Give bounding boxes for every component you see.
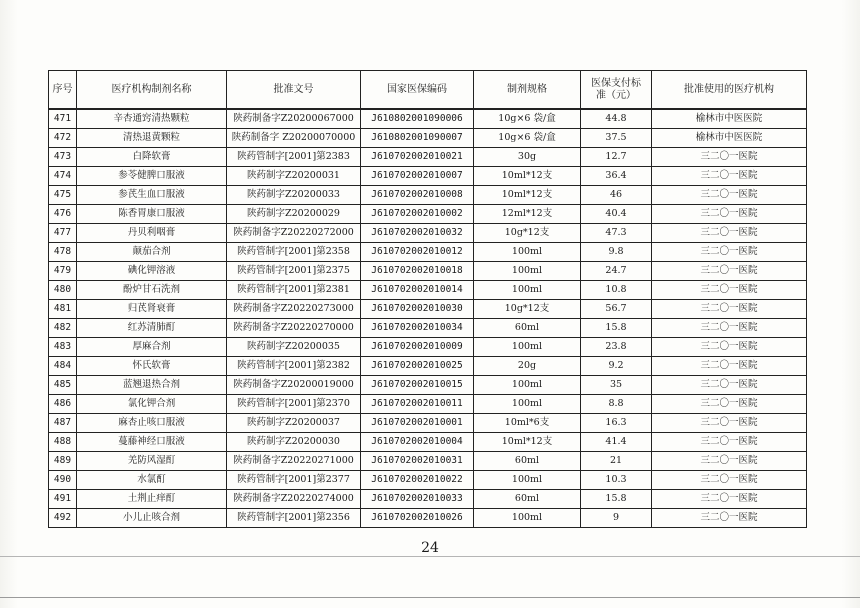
cell-code: J610702002010004 <box>361 433 474 452</box>
cell-name: 颠茄合剂 <box>77 243 227 262</box>
cell-seq: 490 <box>49 471 77 490</box>
preparation-price-table <box>48 70 807 528</box>
cell-name: 怀氏软膏 <box>77 357 227 376</box>
table-row <box>49 224 807 243</box>
cell-code: J610702002010022 <box>361 471 474 490</box>
cell-code: J610702002010002 <box>361 205 474 224</box>
cell-seq: 480 <box>49 281 77 300</box>
cell-price: 9.8 <box>581 243 652 262</box>
cell-seq: 478 <box>49 243 77 262</box>
cell-spec: 10ml*12支 <box>474 186 581 205</box>
cell-spec: 60ml <box>474 319 581 338</box>
table-row <box>49 148 807 167</box>
cell-institution: 榆林市中医医院 <box>652 109 807 129</box>
cell-seq: 487 <box>49 414 77 433</box>
table-row <box>49 338 807 357</box>
table-row <box>49 109 807 129</box>
scan-divider <box>0 556 860 557</box>
cell-spec: 100ml <box>474 509 581 528</box>
table-row <box>49 357 807 376</box>
table-row <box>49 414 807 433</box>
cell-spec: 10ml*12支 <box>474 433 581 452</box>
cell-seq: 486 <box>49 395 77 414</box>
cell-seq: 473 <box>49 148 77 167</box>
cell-price: 23.8 <box>581 338 652 357</box>
cell-spec: 10g*12支 <box>474 224 581 243</box>
cell-approval: 陕药管制字[2001]第2375 <box>227 262 361 281</box>
cell-seq: 483 <box>49 338 77 357</box>
cell-name: 水氯酊 <box>77 471 227 490</box>
cell-institution: 三二〇一医院 <box>652 224 807 243</box>
cell-institution: 榆林市中医医院 <box>652 129 807 148</box>
cell-institution: 三二〇一医院 <box>652 148 807 167</box>
cell-name: 厚麻合剂 <box>77 338 227 357</box>
cell-spec: 60ml <box>474 490 581 509</box>
cell-name: 碘化钾溶液 <box>77 262 227 281</box>
cell-price: 40.4 <box>581 205 652 224</box>
cell-spec: 100ml <box>474 338 581 357</box>
table-row <box>49 281 807 300</box>
cell-name: 红苏清肺酊 <box>77 319 227 338</box>
cell-seq: 474 <box>49 167 77 186</box>
cell-institution: 三二〇一医院 <box>652 376 807 395</box>
cell-name: 蔓藤神经口服液 <box>77 433 227 452</box>
cell-code: J610702002010030 <box>361 300 474 319</box>
cell-code: J610702002010018 <box>361 262 474 281</box>
table-row <box>49 300 807 319</box>
cell-spec: 10ml*12支 <box>474 167 581 186</box>
cell-seq: 475 <box>49 186 77 205</box>
cell-spec: 10g×6 袋/盒 <box>474 129 581 148</box>
cell-approval: 陕药管制字[2001]第2370 <box>227 395 361 414</box>
table-row <box>49 319 807 338</box>
cell-name: 酚炉甘石洗剂 <box>77 281 227 300</box>
cell-price: 8.8 <box>581 395 652 414</box>
cell-price: 35 <box>581 376 652 395</box>
cell-approval: 陕药制备字Z20220273000 <box>227 300 361 319</box>
cell-price: 46 <box>581 186 652 205</box>
cell-code: J610802001090006 <box>361 109 474 129</box>
cell-price: 56.7 <box>581 300 652 319</box>
cell-code: J610702002010032 <box>361 224 474 243</box>
cell-seq: 482 <box>49 319 77 338</box>
cell-seq: 489 <box>49 452 77 471</box>
header-price: 医保支付标准（元） <box>581 71 652 110</box>
cell-code: J610702002010021 <box>361 148 474 167</box>
cell-price: 47.3 <box>581 224 652 243</box>
cell-spec: 100ml <box>474 243 581 262</box>
scan-edge <box>0 597 860 598</box>
cell-institution: 三二〇一医院 <box>652 414 807 433</box>
cell-price: 41.4 <box>581 433 652 452</box>
cell-seq: 488 <box>49 433 77 452</box>
table-row <box>49 129 807 148</box>
cell-name: 土荆止痒酊 <box>77 490 227 509</box>
cell-institution: 三二〇一医院 <box>652 357 807 376</box>
cell-code: J610702002010031 <box>361 452 474 471</box>
cell-seq: 492 <box>49 509 77 528</box>
cell-approval: 陕药制备字Z20220270000 <box>227 319 361 338</box>
cell-approval: 陕药制备字Z20220274000 <box>227 490 361 509</box>
cell-institution: 三二〇一医院 <box>652 452 807 471</box>
cell-approval: 陕药管制字[2001]第2381 <box>227 281 361 300</box>
cell-approval: 陕药管制字[2001]第2382 <box>227 357 361 376</box>
cell-seq: 485 <box>49 376 77 395</box>
table-row <box>49 509 807 528</box>
cell-seq: 479 <box>49 262 77 281</box>
cell-price: 16.3 <box>581 414 652 433</box>
cell-seq: 476 <box>49 205 77 224</box>
cell-code: J610702002010007 <box>361 167 474 186</box>
cell-approval: 陕药制字Z20200035 <box>227 338 361 357</box>
cell-spec: 10g*12支 <box>474 300 581 319</box>
header-code: 国家医保编码 <box>361 71 474 110</box>
cell-seq: 477 <box>49 224 77 243</box>
cell-name: 参芪生血口服液 <box>77 186 227 205</box>
cell-spec: 10ml*6支 <box>474 414 581 433</box>
header-seq: 序号 <box>49 71 77 110</box>
cell-seq: 471 <box>49 109 77 129</box>
table-row <box>49 452 807 471</box>
table-row <box>49 243 807 262</box>
cell-seq: 491 <box>49 490 77 509</box>
cell-spec: 100ml <box>474 281 581 300</box>
cell-seq: 484 <box>49 357 77 376</box>
cell-approval: 陕药制备字 Z20200070000 <box>227 129 361 148</box>
page-number: 24 <box>421 540 439 556</box>
cell-name: 氯化钾合剂 <box>77 395 227 414</box>
cell-approval: 陕药管制字[2001]第2383 <box>227 148 361 167</box>
cell-name: 麻杏止咳口服液 <box>77 414 227 433</box>
cell-institution: 三二〇一医院 <box>652 186 807 205</box>
cell-approval: 陕药制字Z20200030 <box>227 433 361 452</box>
cell-approval: 陕药制字Z20200029 <box>227 205 361 224</box>
cell-spec: 30g <box>474 148 581 167</box>
table-row <box>49 186 807 205</box>
cell-code: J610702002010025 <box>361 357 474 376</box>
cell-price: 9.2 <box>581 357 652 376</box>
cell-price: 44.8 <box>581 109 652 129</box>
cell-seq: 472 <box>49 129 77 148</box>
table-row <box>49 395 807 414</box>
cell-spec: 100ml <box>474 376 581 395</box>
cell-price: 10.8 <box>581 281 652 300</box>
table-row <box>49 376 807 395</box>
cell-name: 丹贝利咽膏 <box>77 224 227 243</box>
cell-seq: 481 <box>49 300 77 319</box>
cell-institution: 三二〇一医院 <box>652 319 807 338</box>
header-approval: 批准文号 <box>227 71 361 110</box>
cell-code: J610702002010033 <box>361 490 474 509</box>
cell-name: 羌防风湿酊 <box>77 452 227 471</box>
cell-price: 15.8 <box>581 490 652 509</box>
cell-name: 陈香胃康口服液 <box>77 205 227 224</box>
cell-price: 37.5 <box>581 129 652 148</box>
cell-spec: 20g <box>474 357 581 376</box>
cell-name: 小儿止咳合剂 <box>77 509 227 528</box>
cell-institution: 三二〇一医院 <box>652 243 807 262</box>
cell-name: 清热退黄颗粒 <box>77 129 227 148</box>
cell-code: J610702002010034 <box>361 319 474 338</box>
header-name: 医疗机构制剂名称 <box>77 71 227 110</box>
cell-price: 36.4 <box>581 167 652 186</box>
cell-approval: 陕药制字Z20200037 <box>227 414 361 433</box>
cell-institution: 三二〇一医院 <box>652 205 807 224</box>
cell-code: J610702002010011 <box>361 395 474 414</box>
cell-code: J610702002010009 <box>361 338 474 357</box>
cell-institution: 三二〇一医院 <box>652 509 807 528</box>
cell-approval: 陕药制备字Z20200067000 <box>227 109 361 129</box>
cell-spec: 100ml <box>474 471 581 490</box>
cell-approval: 陕药制备字Z20220271000 <box>227 452 361 471</box>
cell-price: 21 <box>581 452 652 471</box>
cell-price: 10.3 <box>581 471 652 490</box>
cell-name: 归芪肾衰膏 <box>77 300 227 319</box>
cell-institution: 三二〇一医院 <box>652 433 807 452</box>
cell-spec: 12ml*12支 <box>474 205 581 224</box>
table-header-row <box>49 71 807 110</box>
cell-approval: 陕药管制字[2001]第2356 <box>227 509 361 528</box>
cell-institution: 三二〇一医院 <box>652 395 807 414</box>
cell-approval: 陕药管制字[2001]第2377 <box>227 471 361 490</box>
table-row <box>49 471 807 490</box>
table-row <box>49 205 807 224</box>
cell-institution: 三二〇一医院 <box>652 338 807 357</box>
table-body <box>49 109 807 528</box>
cell-approval: 陕药制字Z20200033 <box>227 186 361 205</box>
table-row <box>49 433 807 452</box>
cell-institution: 三二〇一医院 <box>652 471 807 490</box>
cell-spec: 60ml <box>474 452 581 471</box>
cell-name: 白降软膏 <box>77 148 227 167</box>
cell-code: J610702002010008 <box>361 186 474 205</box>
cell-approval: 陕药制备字Z20220272000 <box>227 224 361 243</box>
cell-institution: 三二〇一医院 <box>652 490 807 509</box>
cell-name: 参苓健脾口服液 <box>77 167 227 186</box>
cell-code: J610702002010015 <box>361 376 474 395</box>
cell-institution: 三二〇一医院 <box>652 300 807 319</box>
cell-name: 蓝翘退热合剂 <box>77 376 227 395</box>
cell-code: J610802001090007 <box>361 129 474 148</box>
cell-approval: 陕药制备字Z20200019000 <box>227 376 361 395</box>
cell-price: 24.7 <box>581 262 652 281</box>
cell-price: 15.8 <box>581 319 652 338</box>
table-row <box>49 262 807 281</box>
header-spec: 制剂规格 <box>474 71 581 110</box>
cell-spec: 100ml <box>474 395 581 414</box>
cell-code: J610702002010014 <box>361 281 474 300</box>
cell-code: J610702002010012 <box>361 243 474 262</box>
cell-spec: 10g×6 袋/盒 <box>474 109 581 129</box>
table-row <box>49 167 807 186</box>
table-row <box>49 490 807 509</box>
cell-code: J610702002010026 <box>361 509 474 528</box>
cell-code: J610702002010001 <box>361 414 474 433</box>
cell-price: 12.7 <box>581 148 652 167</box>
cell-approval: 陕药制字Z20200031 <box>227 167 361 186</box>
cell-price: 9 <box>581 509 652 528</box>
cell-approval: 陕药管制字[2001]第2358 <box>227 243 361 262</box>
cell-institution: 三二〇一医院 <box>652 262 807 281</box>
header-institution: 批准使用的医疗机构 <box>652 71 807 110</box>
cell-name: 辛杏通窍清热颗粒 <box>77 109 227 129</box>
cell-institution: 三二〇一医院 <box>652 167 807 186</box>
cell-spec: 100ml <box>474 262 581 281</box>
cell-institution: 三二〇一医院 <box>652 281 807 300</box>
